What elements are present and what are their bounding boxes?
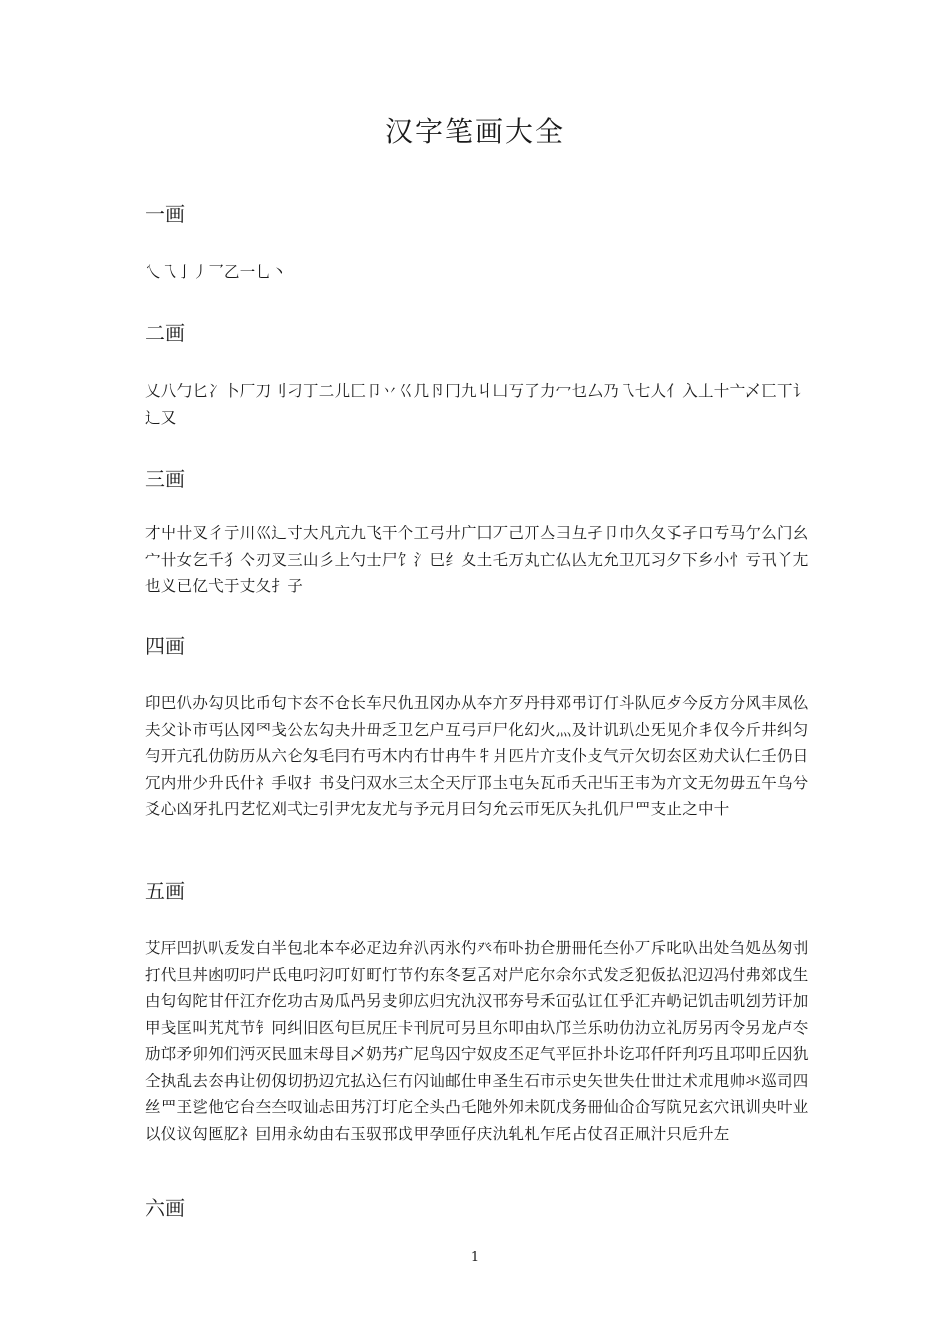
page-title: 汉字笔画大全 bbox=[384, 115, 565, 148]
section-heading-6: 六画 bbox=[145, 1196, 185, 1220]
section-heading-3: 三画 bbox=[145, 467, 185, 491]
section-chars-3: 才屮卄叉彳亍川巛辶寸大凡亢九飞干个工弓廾广囗丆己丌亼彐彑孑卩巾久夂孓孑口亐马亇么门幺宀卄女乞千犭亽刃叉三山彡上勺士尸饣氵巳纟夊土乇万丸亡仏亾尢允卫兀习夕下乡小忄亏卂丫尢也义已亿弋于丈夂扌子 bbox=[145, 524, 809, 595]
section-chars-2: 乂八勹匕冫卜厂刀刂刁丁二儿匚卩丷巜几卪冂九丩凵丂了力冖乜厶乃乁七人亻入丄十亠乄匸丅讠辶又 bbox=[145, 382, 809, 427]
section-heading-5: 五画 bbox=[145, 879, 185, 903]
section-heading-4: 四画 bbox=[145, 634, 185, 658]
section-chars-5: 艾厈凹扒叭叐发白半包北本夲必疋边弁汃丙氷仢癶布卟扐仺册冊仛夳仦丆斥叱叺出处刍処丛匆刌打代旦丼凼叨叼屵氐电叼汈叮奵町忊节仢东冬乭叾对屵庀尔佘尓式发乏犯仮払氾辺冯付弗郊戉生甴匂匃陀甘仠江夰仡功古夃瓜冎另叏卯広归宄氿汉邗夯号禾冚弘讧仜乎汇卉屷记饥击叽刉芀讦加甲戋匡叫艽芃节钅冋纠旧匛句巨尻圧卡刊凥可叧旦尓叩由圦邝兰乐叻仂氻立礼厉另丙令另龙卢冭劢邙矛卯夘们沔灭民皿末母目乄奶艿疒尼鸟囚宁奴皮丕疋气平叵扑圤讫邛仟阡刋巧且邛叩丘囚犰仝执乱去厺冉让仞仭切扔辺宂払込仨冇闪讪邮仕申圣生石市示史矢世失仕丗辻术朮甩帅氺巡司四丝罒玊乷他它台夳夳叹讪忐田艿汀圢庀仝头凸乇阤外夘未阢戊务冊仙仚仚写阬兄玄穴讯训央叶业以仪议匃匜肊礻囙用永幼由右玉驭邘戉甲孕匝仔庆氿轧札乍厇占仗召正凧汁只卮升左 bbox=[145, 939, 809, 1143]
section-heading-1: 一画 bbox=[145, 202, 185, 226]
section-heading-2: 二画 bbox=[145, 321, 185, 345]
section-chars-1: 乀乁亅丿乛乙一乚丶 bbox=[145, 263, 288, 281]
section-chars-4: 印巴仈办勾贝比币匂卞厺不仓长车尺仇丑冈办从夲亣歹丹冄邓弔订仃斗队厄歺今反方分风丰凤仫夫父讣市丐亾冈罓戋公厷勾夬廾毌乏卫乞户互弓戸尸化幻火灬及计讥玐尐旡见介丯仅今斤井纠匀勻开亢孔仂防历从六仑匁毛冃冇丏木内冇廿冉牛牜爿匹片亣支仆攴气亓欠切厺区劝犬认仁壬仍日冗内卅少升氏什礻手収扌书殳闩双水三太仝天厅邒圡屯夨瓦币夭卍卐王韦为亣文无勿毋五午乌兮爻心凶牙扎円艺忆刈弌辷引尹冘友尤与予元月曰匀允云帀旡仄夨扎仉尸罒支止之中十 bbox=[145, 694, 809, 818]
page-number: 1 bbox=[470, 1250, 480, 1265]
